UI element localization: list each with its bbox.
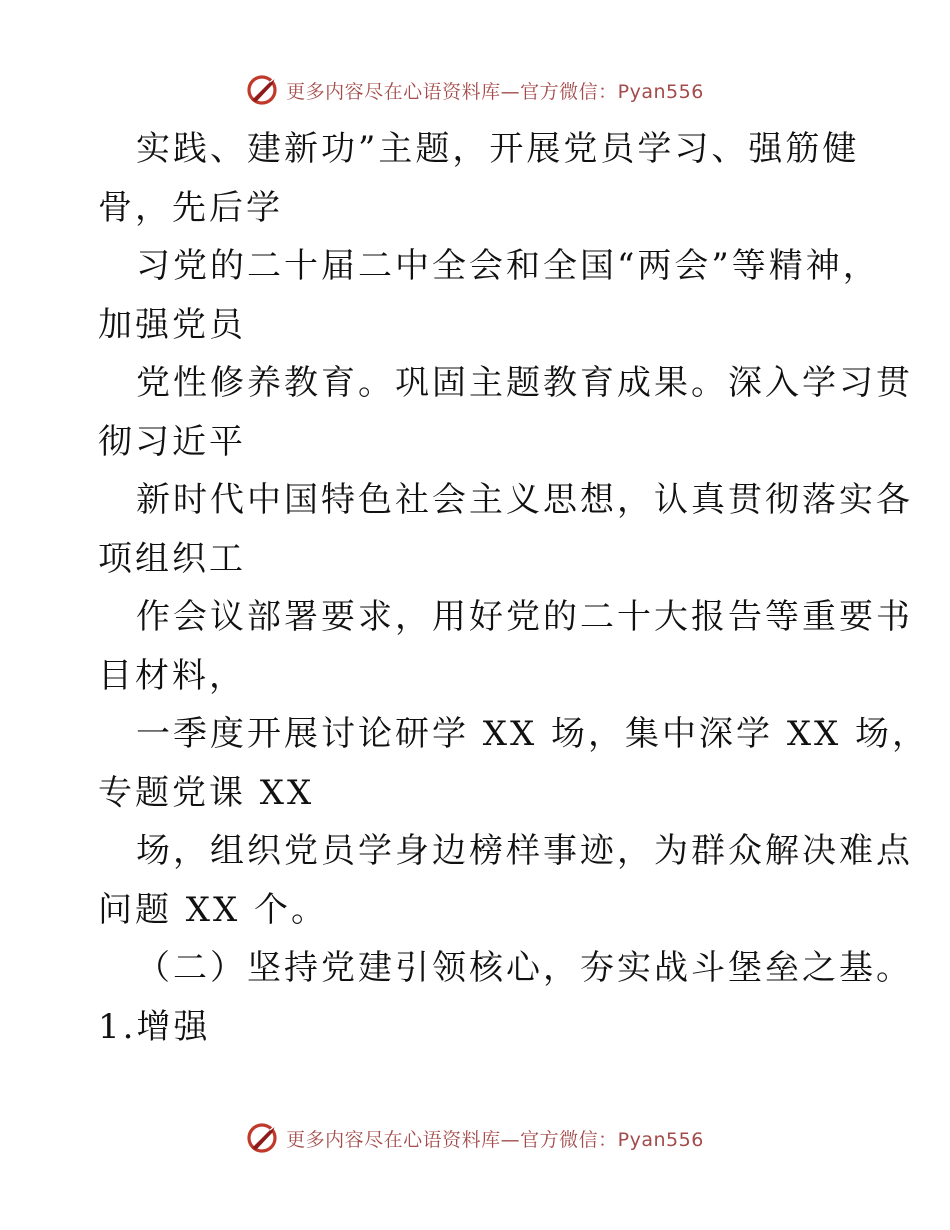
text-line: 加强党员 (98, 304, 246, 345)
text-line: 项组织工 (98, 538, 246, 579)
text-line: 专题党课 XX (98, 772, 315, 813)
text-line: 骨，先后学 (98, 187, 283, 228)
text-line: 实践、建新功”主题，开展党员学习、强筋健 (136, 129, 860, 169)
text-line: （二）坚持党建引领核心，夯实战斗堡垒之基。 (136, 948, 913, 988)
text-line: 问题 XX 个。 (98, 889, 329, 930)
text-line: 1.增强 (98, 1006, 211, 1047)
header-watermark (0, 70, 950, 110)
text-line: 一季度开展讨论研学 XX 场，集中深学 XX 场， (136, 714, 930, 754)
pen-logo-icon (246, 1121, 280, 1155)
watermark-text: 更多内容尽在心语资料库—官方微信：Pyan556 (286, 80, 704, 103)
text-line: 场，组织党员学身边榜样事迹，为群众解决难点 (136, 831, 913, 871)
text-line: 习党的二十届二中全会和全国“两会”等精神， (136, 246, 880, 286)
watermark-text: 更多内容尽在心语资料库—官方微信：Pyan556 (286, 1128, 704, 1151)
document-body (98, 120, 930, 1056)
text-line: 彻习近平 (98, 421, 246, 462)
pen-logo-icon (246, 73, 280, 107)
text-line: 作会议部署要求，用好党的二十大报告等重要书 (136, 597, 913, 637)
text-line: 党性修养教育。巩固主题教育成果。深入学习贯 (136, 363, 913, 403)
footer-watermark (0, 1118, 950, 1158)
text-line: 目材料， (98, 655, 246, 696)
text-line: 新时代中国特色社会主义思想，认真贯彻落实各 (136, 480, 913, 520)
